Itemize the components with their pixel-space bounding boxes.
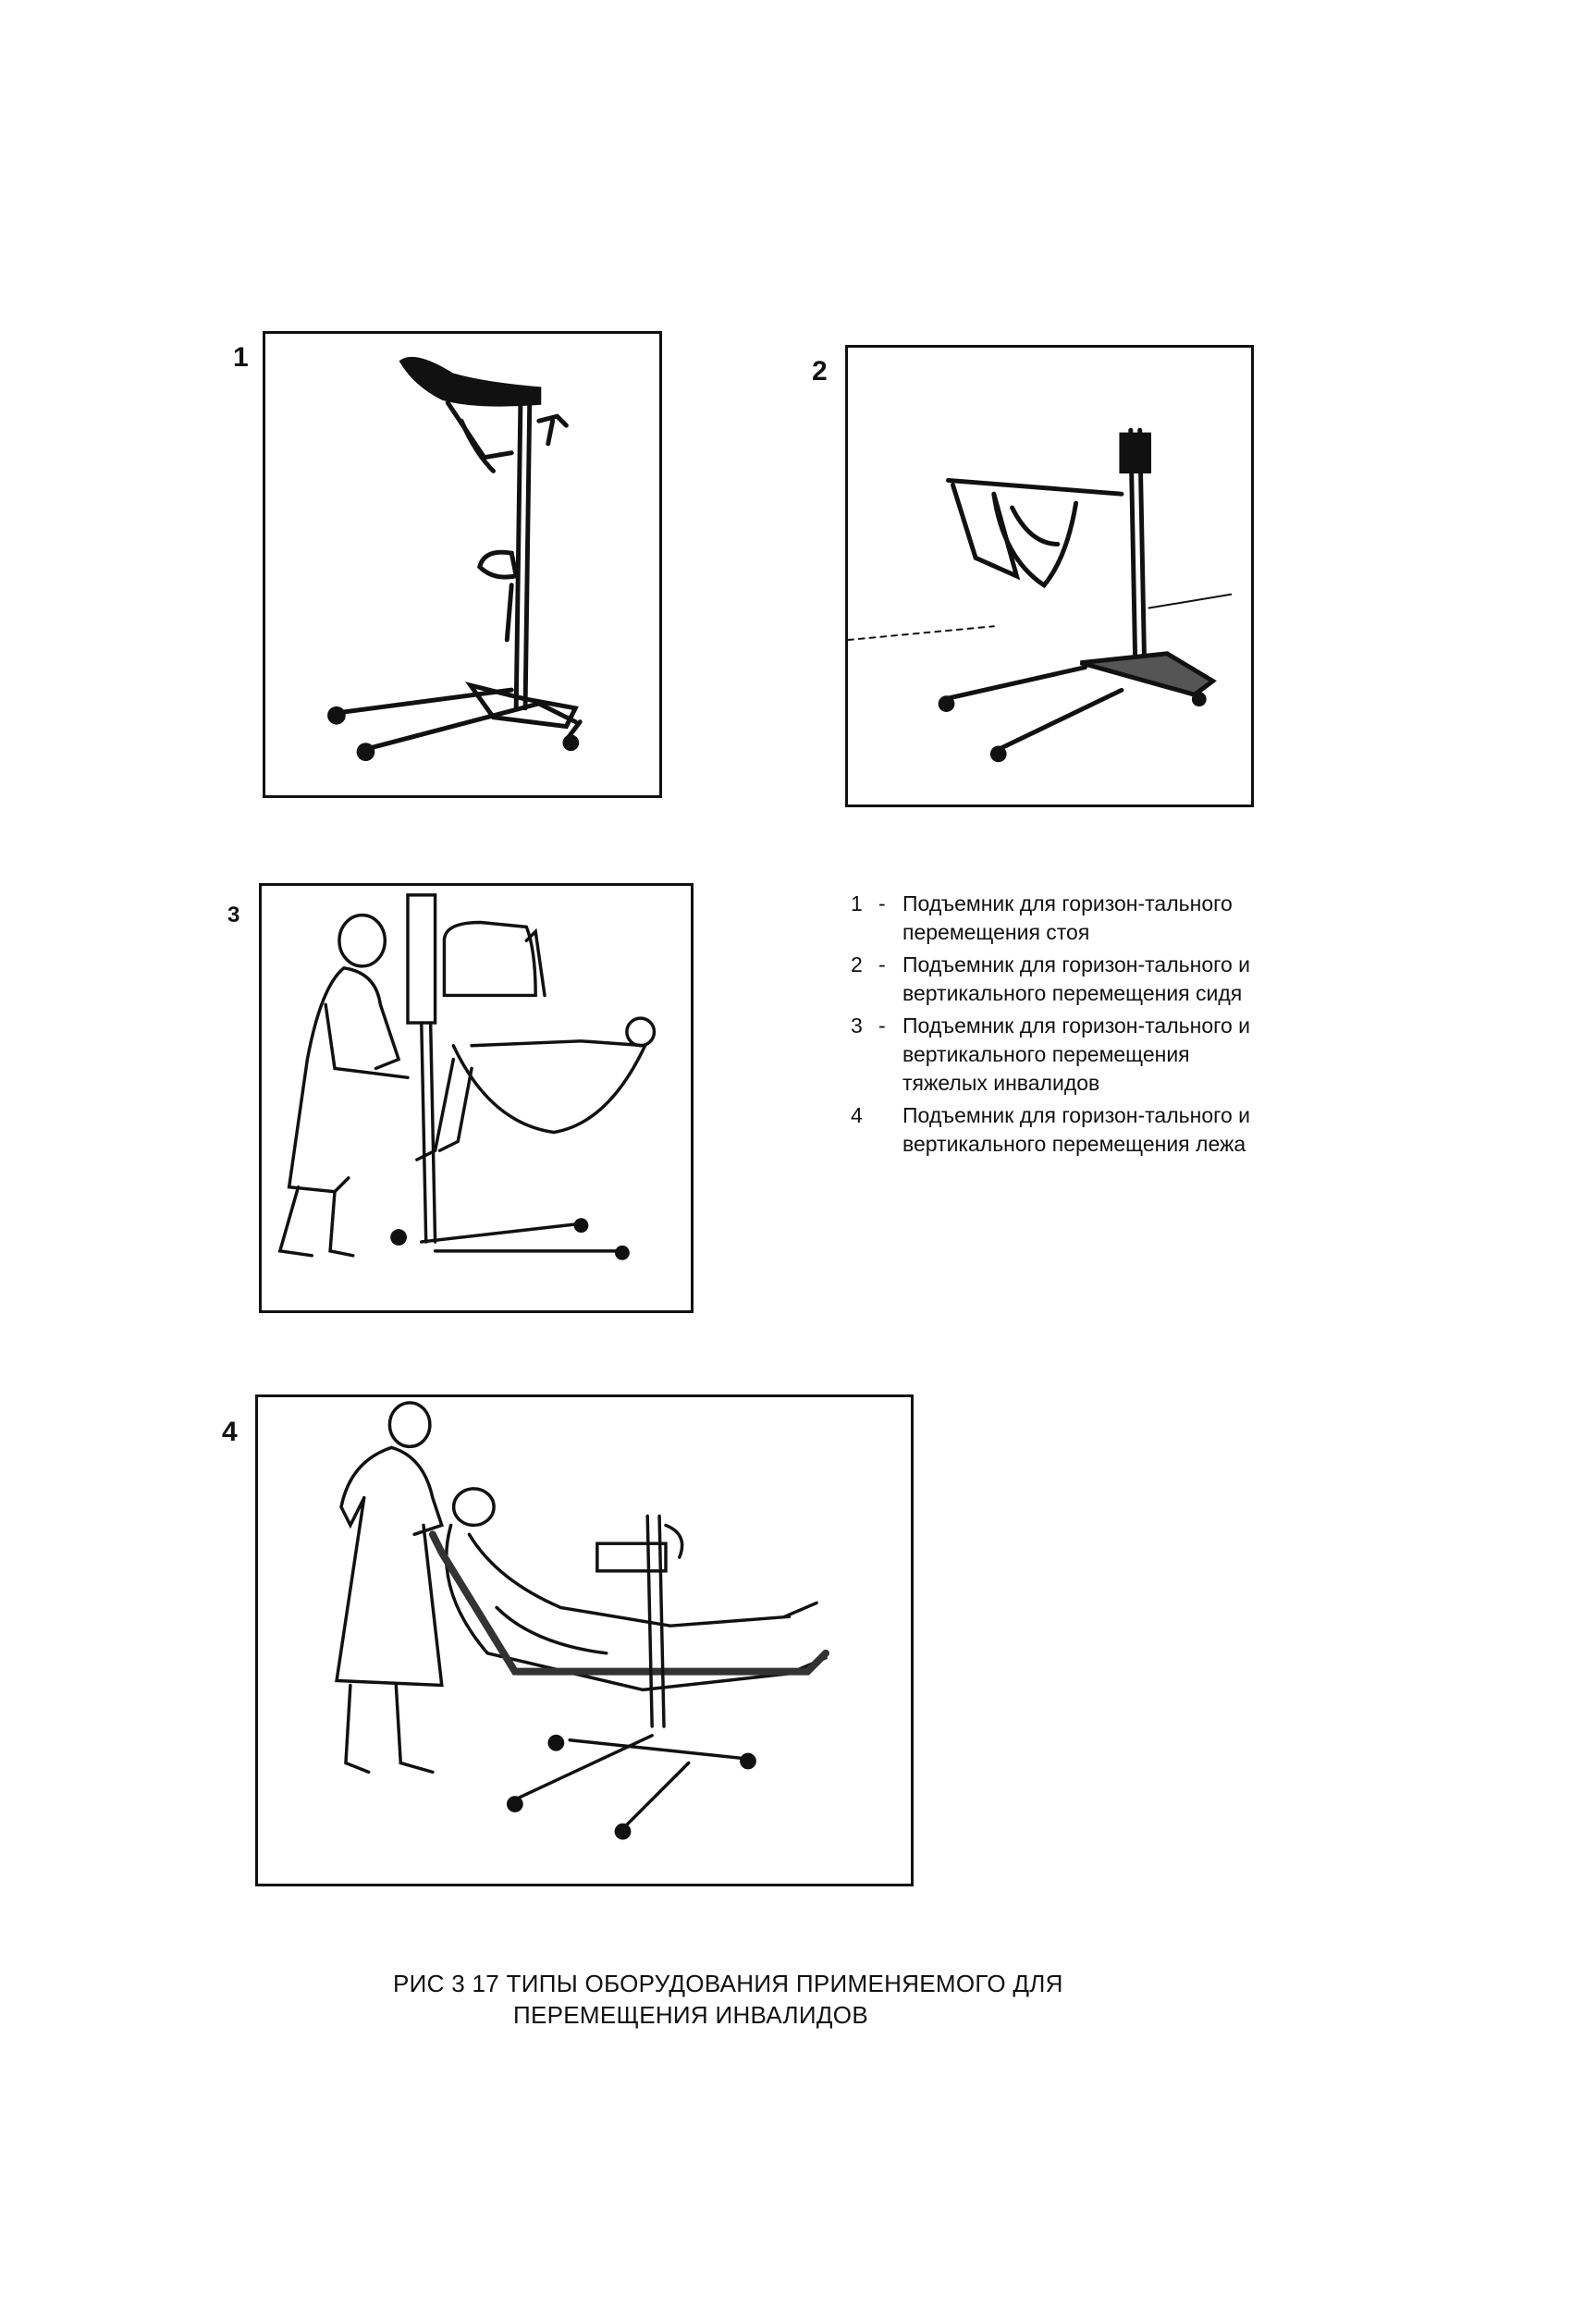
legend-dash: -	[878, 952, 886, 976]
figure-1-standing-lift	[263, 331, 662, 798]
legend-text: Подъемник для горизон-тального и вертикального перемещения лежа	[902, 1103, 1251, 1156]
legend-number: 4	[851, 1103, 863, 1127]
legend-item-3	[851, 1012, 1258, 1098]
legend-item-2	[851, 951, 1258, 1008]
figure-caption	[393, 1968, 1063, 2031]
sitting-lift-drawing	[848, 348, 1251, 804]
legend-dash: -	[878, 891, 886, 915]
caption-line-1: РИС 3 17 ТИПЫ ОБОРУДОВАНИЯ ПРИМЕНЯЕМОГО ДЛЯ	[393, 1970, 1063, 1997]
figure-2-sitting-lift	[845, 345, 1254, 807]
legend-text: Подъемник для горизон-тального и вертикального перемещения тяжелых инвалидов	[902, 1013, 1251, 1095]
figure-number-1: 1	[233, 342, 249, 373]
standing-lift-drawing	[265, 334, 659, 795]
legend-dash	[878, 1101, 902, 1159]
legend-number: 3	[851, 1013, 863, 1038]
lying-lift-drawing	[258, 1397, 911, 1884]
legend-number: 1	[851, 891, 863, 915]
legend-text: Подъемник для горизон-тального и вертикального перемещения сидя	[902, 952, 1251, 1005]
figure-number-2: 2	[812, 356, 828, 387]
legend-item-4	[851, 1101, 1258, 1159]
figure-4-lying-lift	[255, 1394, 914, 1886]
legend	[851, 890, 1258, 1162]
figure-3-heavy-patient-lift	[259, 883, 694, 1313]
caption-line-2: ПЕРЕМЕЩЕНИЯ ИНВАЛИДОВ	[513, 2001, 868, 2029]
legend-number: 2	[851, 952, 863, 976]
legend-text: Подъемник для горизон-тального перемещения стоя	[902, 891, 1233, 944]
legend-item-1	[851, 890, 1258, 947]
heavy-patient-lift-drawing	[262, 886, 691, 1310]
figure-number-4: 4	[222, 1417, 238, 1447]
legend-dash: -	[878, 1013, 886, 1038]
figure-number-3: 3	[227, 903, 240, 927]
